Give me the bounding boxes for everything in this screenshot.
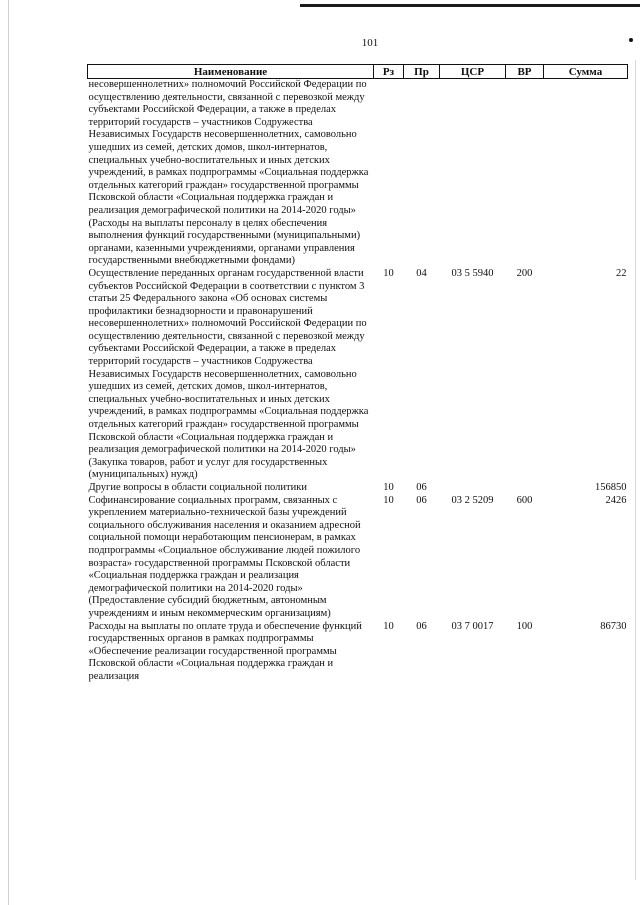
header-rz: Рз <box>374 65 404 79</box>
row-name: несовершеннолетних» полномочий Российской Федерации по осуществлению деятельности, связанной с перевозкой между субъектами Российской Федерации, а также в пределах территорий государств – участников Содружества Независимых Государств несовершеннолетних, самовольно ушедших из семей, детских домов, школ-интернатов, специальных учебно-воспитательных и иных детских учреждений, в рамках подпрограммы «Социальная поддержка отдельных категорий граждан» государственной программы Псковской области «Социальная поддержка граждан и реализация демографической политики на 2014-2020 годы» (Расходы на выплаты персоналу в целях обеспечения выполнения функций государственными (муниципальными) органами, казенными учреждениями, органами управления государственными внебюджетными фондами) <box>88 79 369 267</box>
scan-artifact-line <box>300 4 640 7</box>
row-csr: 03 5 5940 <box>451 267 494 279</box>
header-sum: Сумма <box>544 65 628 79</box>
table-row <box>88 268 628 482</box>
row-pr: 06 <box>416 620 427 632</box>
row-vr: 200 <box>516 267 533 279</box>
row-name: Софинансирование социальных программ, связанных с укреплением материально-технической базы учреждений социального обслуживания населения и оказанием адресной социальной помощи неработающим пенсионерам, в рамках подпрограммы «Социальное обслуживание людей пожилого возраста» государственной программы Псковской области «Социальная поддержка граждан и реализация демографической политики на 2014-2020 годы» (Предоставление субсидий бюджетным, автономным учреждениям и иным некоммерческим организациям) <box>88 494 361 619</box>
header-name: Наименование <box>88 65 374 79</box>
header-vr: ВР <box>506 65 544 79</box>
row-rz: 10 <box>383 482 394 493</box>
row-sum <box>544 79 628 268</box>
row-csr: 03 2 5209 <box>451 494 494 506</box>
scan-edge-left <box>8 0 9 905</box>
row-sum: 22 <box>616 267 627 279</box>
row-csr <box>440 79 506 268</box>
row-csr: 03 7 0017 <box>451 620 494 632</box>
row-csr <box>440 482 506 495</box>
row-pr: 06 <box>416 482 427 493</box>
row-rz: 10 <box>383 620 394 632</box>
row-rz: 10 <box>383 267 394 279</box>
row-name: Расходы на выплаты по оплате труда и обеспечение функций государственных органов в рамках подпрограммы «Обеспечение реализации государственной программы Псковской области «Социальная поддержка граждан и реализация <box>88 620 362 682</box>
row-vr <box>506 79 544 268</box>
table-row <box>88 495 628 621</box>
row-name: Другие вопросы в области социальной политики <box>88 482 307 493</box>
row-sum: 156850 <box>595 482 627 493</box>
header-csr: ЦСР <box>440 65 506 79</box>
budget-table <box>87 64 628 684</box>
row-pr: 06 <box>416 494 427 506</box>
table-header-row <box>88 65 628 79</box>
row-name: Осуществление переданных органам государственной власти субъектов Российской Федерации в соответствии с пунктом 3 статьи 25 Федерального закона «Об основах системы профилактики безнадзорности и правонарушений несовершеннолетних» полномочий Российской Федерации по осуществлению деятельности, связанной с перевозкой между субъектами Российской Федерации, а также в пределах территорий государств – участников Содружества Независимых Государств несовершеннолетних, самовольно ушедших из семей, детских домов, школ-интернатов, специальных учебно-воспитательных и иных детских учреждений, в рамках подпрограммы «Социальная поддержка отдельных категорий граждан» государственной программы Псковской области «Социальная поддержка граждан и реализация демографической политики на 2014-2020 годы» (Закупка товаров, работ и услуг для государственных (муниципальных) нужд) <box>88 267 369 481</box>
row-pr <box>404 79 440 268</box>
table-row <box>88 482 628 495</box>
row-vr <box>506 482 544 495</box>
row-vr: 600 <box>516 494 533 506</box>
page-number: 101 <box>361 37 379 49</box>
header-pr: Пр <box>404 65 440 79</box>
row-vr: 100 <box>516 620 533 632</box>
row-sum: 86730 <box>600 620 627 632</box>
table-row <box>88 79 628 268</box>
row-pr: 04 <box>416 267 427 279</box>
row-rz <box>374 79 404 268</box>
table-row <box>88 621 628 684</box>
row-sum: 2426 <box>605 494 627 506</box>
scan-edge-right <box>635 60 636 880</box>
row-rz: 10 <box>383 494 394 506</box>
